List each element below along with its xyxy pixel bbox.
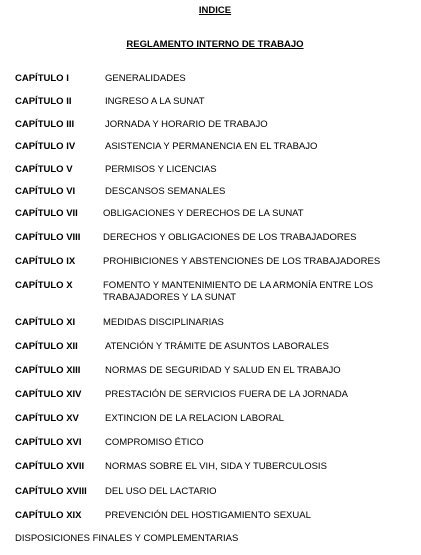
chapter-title: PERMISOS Y LICENCIAS: [105, 164, 217, 175]
chapter-number: CAPÍTULO XIV: [15, 389, 82, 400]
chapter-number: CAPÍTULO I: [15, 73, 69, 84]
chapter-number: CAPÍTULO XI: [15, 317, 76, 328]
chapter-number: CAPÍTULO VI: [15, 186, 76, 197]
chapter-title: ATENCIÓN Y TRÁMITE DE ASUNTOS LABORALES: [105, 341, 330, 352]
chapter-title: DEL USO DEL LACTARIO: [105, 486, 217, 497]
chapter-number: CAPÍTULO IX: [15, 256, 76, 267]
chapter-title: GENERALIDADES: [105, 73, 186, 84]
index-title: INDICE: [198, 5, 232, 16]
chapter-number: CAPÍTULO XIX: [15, 510, 82, 521]
chapter-title: NORMAS DE SEGURIDAD Y SALUD EN EL TRABAJO: [105, 365, 341, 376]
chapter-number: CAPÍTULO XVI: [15, 437, 82, 448]
chapter-number: CAPÍTULO XII: [15, 341, 78, 352]
chapter-number: CAPÍTULO XVII: [15, 461, 85, 472]
document-subtitle: REGLAMENTO INTERNO DE TRABAJO: [126, 39, 304, 50]
chapter-title: PROHIBICIONES Y ABSTENCIONES DE LOS TRABAJADORES: [103, 256, 381, 267]
chapter-number: CAPÍTULO III: [15, 119, 75, 130]
chapter-number: CAPÍTULO IV: [15, 141, 76, 152]
chapter-number: CAPÍTULO XVIII: [15, 486, 87, 497]
chapter-title: DESCANSOS SEMANALES: [105, 186, 226, 197]
chapter-title: NORMAS SOBRE EL VIH, SIDA Y TUBERCULOSIS: [105, 461, 327, 472]
chapter-number: CAPÍTULO XV: [15, 413, 79, 424]
chapter-title: OBLIGACIONES Y DERECHOS DE LA SUNAT: [103, 208, 304, 219]
chapter-title: COMPROMISO ÉTICO: [105, 437, 204, 448]
chapter-number: CAPÍTULO II: [15, 96, 72, 107]
chapter-title: PREVENCIÓN DEL HOSTIGAMIENTO SEXUAL: [105, 510, 311, 521]
chapter-number: CAPÍTULO XIII: [15, 365, 81, 376]
final-provisions: DISPOSICIONES FINALES Y COMPLEMENTARIAS: [15, 533, 239, 544]
chapter-number: CAPÍTULO X: [15, 280, 73, 291]
chapter-title: PRESTACIÓN DE SERVICIOS FUERA DE LA JORNADA: [105, 389, 349, 400]
chapter-title: EXTINCION DE LA RELACION LABORAL: [105, 413, 284, 424]
chapter-title: INGRESO A LA SUNAT: [105, 96, 205, 107]
chapter-title: ASISTENCIA Y PERMANENCIA EN EL TRABAJO: [105, 141, 318, 152]
chapter-number: CAPÍTULO VIII: [15, 232, 81, 243]
chapter-title: DERECHOS Y OBLIGACIONES DE LOS TRABAJADORES: [103, 232, 357, 243]
chapter-number: CAPÍTULO V: [15, 164, 73, 175]
chapter-number: CAPÍTULO VII: [15, 208, 78, 219]
chapter-title: FOMENTO Y MANTENIMIENTO DE LA ARMONÍA ENTRE LOS TRABAJADORES Y LA SUNAT: [103, 280, 374, 303]
chapter-title: JORNADA Y HORARIO DE TRABAJO: [105, 119, 268, 130]
chapter-title: MEDIDAS DISCIPLINARIAS: [103, 317, 224, 328]
